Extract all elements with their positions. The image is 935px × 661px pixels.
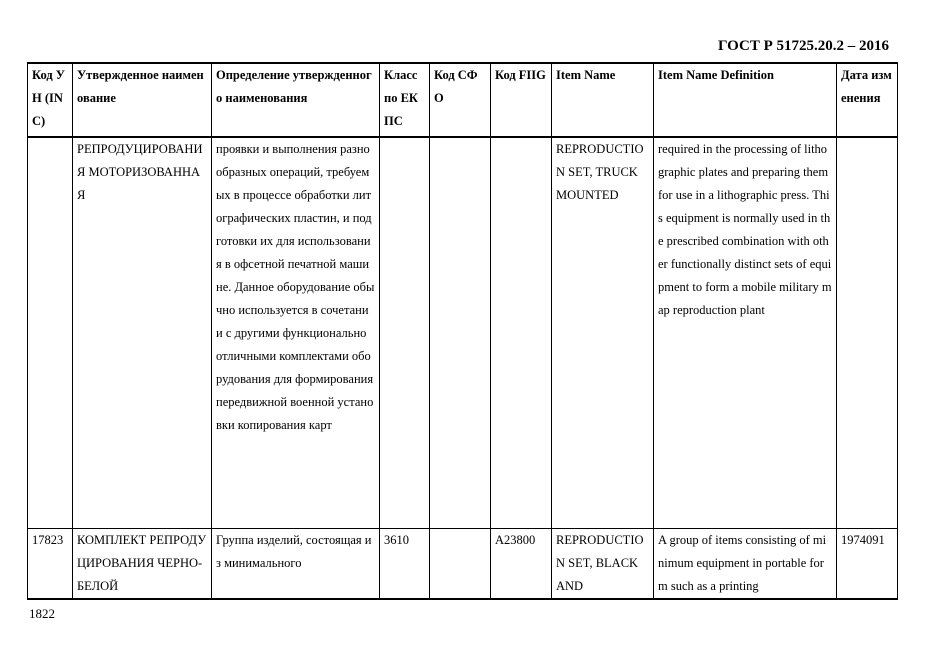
- cell-item-definition: A group of items consisting of minimum equipment in portable form such as a printing: [654, 529, 837, 600]
- cell-date: 1974091: [837, 529, 898, 600]
- cell-definition: Группа изделий, состоящая из минимального: [212, 529, 380, 600]
- cell-definition: проявки и выполнения разнообразных операций, требуемых в процессе обработки литографических пластин, и подготовки их для использования в офсетной печатной машине. Данное оборудование обычно используется в сочетании с другими функционально отличными комплектами оборудования для формирования передвижной военной установки копирования карт: [212, 137, 380, 529]
- column-header-approved-name: Утвержденное наименование: [73, 63, 212, 137]
- cell-fiig: A23800: [491, 529, 552, 600]
- column-header-class: Класс по ЕКПС: [380, 63, 430, 137]
- catalog-table: [27, 62, 898, 600]
- cell-approved-name: РЕПРОДУЦИРОВАНИЯ МОТОРИЗОВАННАЯ: [73, 137, 212, 529]
- table-row: [28, 529, 898, 600]
- table-header: [28, 63, 898, 137]
- column-header-fiig: Код FIIG: [491, 63, 552, 137]
- cell-fiig: [491, 137, 552, 529]
- cell-item-definition: required in the processing of lithographic plates and preparing them for use in a lithographic press. This equipment is normally used in the prescribed combination with other functionally distinct sets of equipment to form a mobile military map reproduction plant: [654, 137, 837, 529]
- column-header-sfo: Код СФО: [430, 63, 491, 137]
- column-header-item-name: Item Name: [552, 63, 654, 137]
- cell-date: [837, 137, 898, 529]
- cell-sfo: [430, 137, 491, 529]
- cell-inc: [28, 137, 73, 529]
- cell-item-name: REPRODUCTION SET, TRUCK MOUNTED: [552, 137, 654, 529]
- cell-class: 3610: [380, 529, 430, 600]
- page-number: 1822: [29, 606, 55, 621]
- column-header-definition: Определение утвержденного наименования: [212, 63, 380, 137]
- document-standard-number: ГОСТ Р 51725.20.2 – 2016: [717, 38, 889, 54]
- cell-item-name: REPRODUCTION SET, BLACK AND: [552, 529, 654, 600]
- cell-inc: 17823: [28, 529, 73, 600]
- column-header-item-definition: Item Name Definition: [654, 63, 837, 137]
- cell-approved-name: КОМПЛЕКТ РЕПРОДУЦИРОВАНИЯ ЧЕРНО-БЕЛОЙ: [73, 529, 212, 600]
- cell-sfo: [430, 529, 491, 600]
- cell-class: [380, 137, 430, 529]
- table-row: [28, 137, 898, 529]
- column-header-inc: Код УН (INC): [28, 63, 73, 137]
- column-header-date: Дата изменения: [837, 63, 898, 137]
